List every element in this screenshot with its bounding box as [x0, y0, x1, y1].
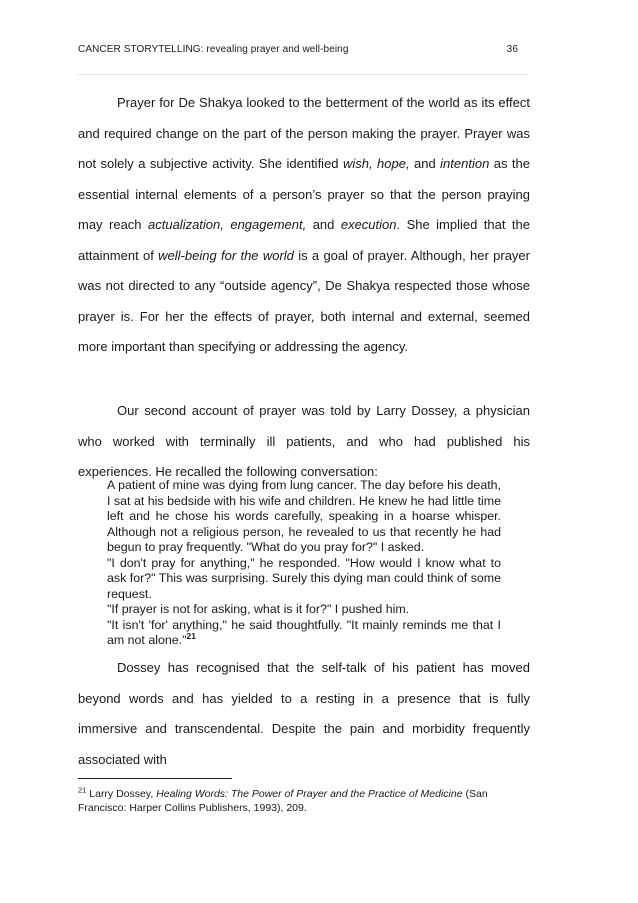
paragraph-dossey-analysis: Dossey has recognised that the self-talk of his patient has moved beyond words and has yielded to a resting in a presence that is fully immersive and transcendental. Despite the pain and morbidity frequently associated with — [78, 660, 530, 767]
footnote-book-title: Healing Words: The Power of Prayer and the Practice of Medicine — [156, 788, 463, 800]
running-title: CANCER STORYTELLING: revealing prayer and well-being — [78, 44, 349, 55]
paragraph-de-shakya: Prayer for De Shakya looked to the betterment of the world as its effect and required change on the part of the person making the prayer. Prayer was not solely a subjective activity. She identified wish, hope, and intention as the essential internal elements of a person’s prayer so that the person praying may reach actualization, engagement, and execution. She implied that the attainment of well-being for the world is a goal of prayer. Although, her prayer was not directed to any “outside agency”, De Shakya respected those whose prayer is. For her the effects of prayer, both internal and external, seemed more important than specifying or addressing the agency. — [78, 95, 530, 354]
footnote-number: 21 — [78, 785, 87, 795]
header-divider — [78, 74, 528, 75]
quote-line: "I don't pray for anything," he responded. "How would I know what to ask for?" This was surprising. Surely this dying man could think of some request. — [107, 555, 501, 601]
paragraph-dossey-intro: Our second account of prayer was told by Larry Dossey, a physician who worked with terminally ill patients, and who had published his experiences. He recalled the following conversation: — [78, 403, 530, 479]
footnote: $^{21}$ Larry Dossey, Healing Words: The Power of Prayer and the Practice of Medicine (San Francisco: Harper Collins Publishers, 1993), 209. — [78, 785, 488, 814]
quote-line: A patient of mine was dying from lung cancer. The day before his death, I sat at his bedside with his wife and children. He knew he had little time left and he chose his words carefully, speaking in a hoarse whisper. Although not a religious person, he revealed to us that recently he had begun to pray frequently. "What do you pray for?" I asked. — [107, 478, 501, 554]
page-number: 36 — [506, 44, 518, 55]
quote-line: "If prayer is not for asking, what is it for?" I pushed him. — [107, 602, 410, 616]
footnote-reference[interactable]: 21 — [186, 630, 196, 641]
quote-line: "It isn't 'for' anything," he said thoughtfully. "It mainly reminds me that I am not alone."$^{21}$ — [107, 617, 501, 647]
running-header — [78, 44, 518, 55]
block-quote-conversation — [107, 478, 501, 649]
footnote-divider — [78, 778, 232, 779]
